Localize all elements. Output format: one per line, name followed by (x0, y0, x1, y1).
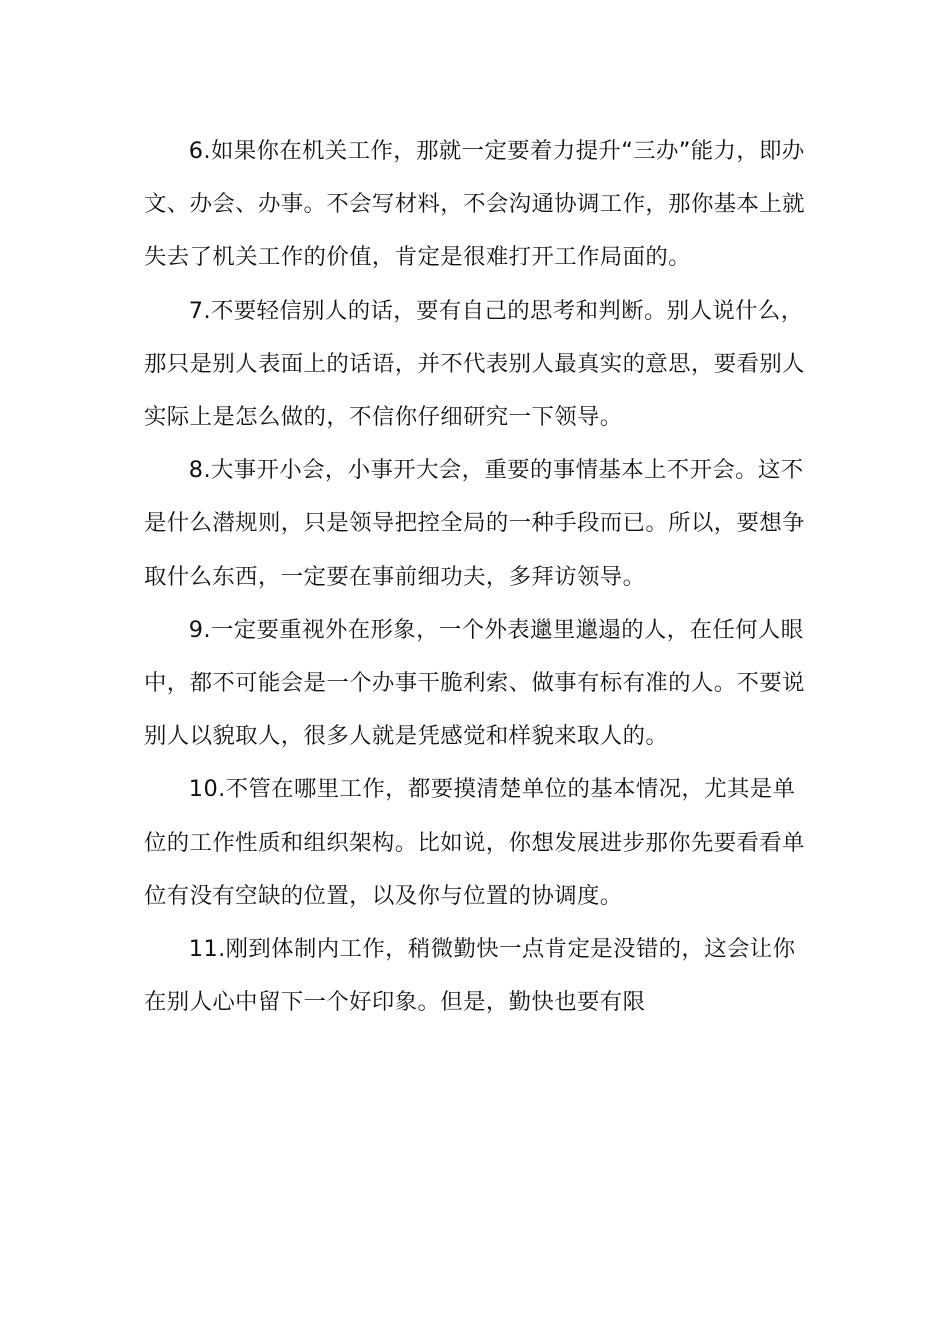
paragraph-7: 7.不要轻信别人的话，要有自己的思考和判断。别人说什么，那只是别人表面上的话语，并不代表别人最真实的意思，要看别人实际上是怎么做的，不信你仔细研究一下领导。 (144, 297, 805, 431)
document-body (144, 125, 812, 1029)
paragraph-9: 9.一定要重视外在形象，一个外表邋里邋遢的人，在任何人眼中，都不可能会是一个办事干脆利索、做事有标有准的人。不要说别人以貌取人，很多人就是凭感觉和样貌来取人的。 (144, 616, 805, 750)
paragraph-11: 11.刚到体制内工作，稍微勤快一点肯定是没错的，这会让你在别人心中留下一个好印象。但是，勤快也要有限 (144, 936, 796, 1016)
paragraph-10: 10.不管在哪里工作，都要摸清楚单位的基本情况，尤其是单位的工作性质和组织架构。比如说，你想发展进步那你先要看看单位有没有空缺的位置，以及你与位置的协调度。 (144, 776, 805, 909)
paragraph-6: 6.如果你在机关工作，那就一定要着力提升“三办”能力，即办文、办会、办事。不会写材料，不会沟通协调工作，那你基本上就失去了机关工作的价值，肯定是很难打开工作局面的。 (144, 138, 805, 271)
paragraph-8: 8.大事开小会，小事开大会，重要的事情基本上不开会。这不是什么潜规则，只是领导把控全局的一种手段而已。所以，要想争取什么东西，一定要在事前细功夫，多拜访领导。 (144, 457, 805, 590)
